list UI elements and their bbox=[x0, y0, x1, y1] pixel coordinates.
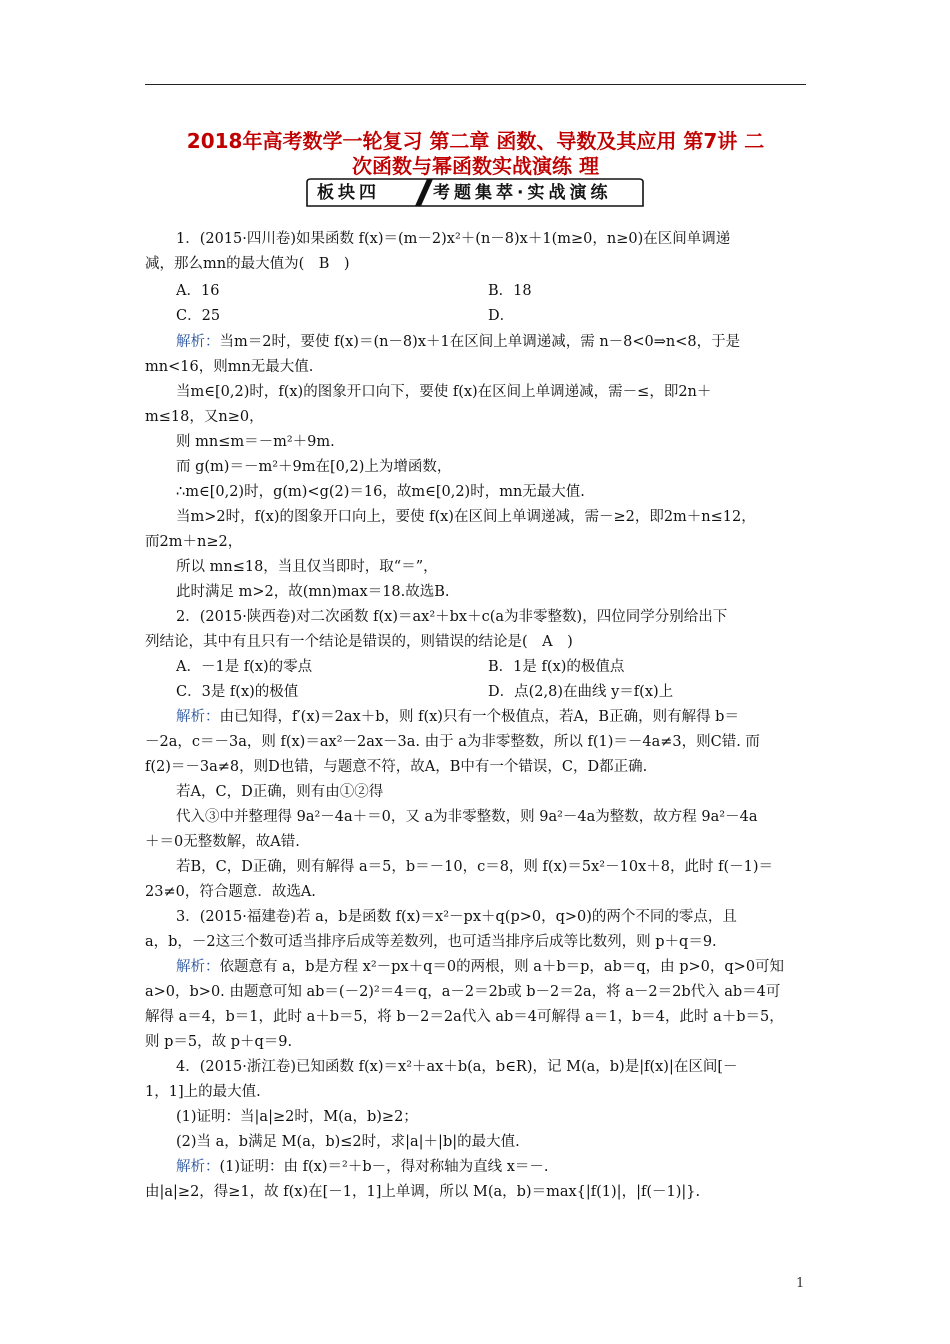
q4-line-2: 1，1]上的最大值. bbox=[145, 1084, 261, 1100]
q1-solution-line-6: 而 g(m)＝－m²＋9m在[0,2)上为增函数， bbox=[176, 459, 452, 475]
q2-solution-line-7: 若B，C，D正确，则有解得 a＝5，b＝－10，c＝8，则 f(x)＝5x²－10x＋8，此时 f(－1)＝ bbox=[176, 859, 773, 875]
q2-solution-line-5: 代入③中并整理得 9a²－4a＋＝0，又 a为非零整数，则 9a²－4a为整数，故方程 9a²－4a bbox=[176, 809, 758, 825]
q1-solution-line-7: ∴m∈[0,2)时，g(m)<g(2)＝16，故m∈[0,2)时，mn无最大值. bbox=[176, 484, 585, 500]
document-title-line1: 2018年高考数学一轮复习 第二章 函数、导数及其应用 第7讲 二 bbox=[186, 129, 765, 153]
q2-solution-line-4: 若A，C，D正确，则有由①②得 bbox=[176, 784, 384, 800]
q1-option-a: A．16 bbox=[176, 283, 220, 299]
q3-solution-line-2: a>0，b>0. 由题意可知 ab＝(－2)²＝4＝q，a－2＝2b或 b－2＝2a，将 a－2＝2b代入 ab＝4可 bbox=[145, 984, 781, 1000]
q4-line-1: 4．(2015·浙江卷)已知函数 f(x)＝x²＋ax＋b(a，b∈R)，记 M(a，b)是|f(x)|在区间[－ bbox=[176, 1059, 738, 1075]
q1-solution-line-5: 则 mn≤m＝－m²＋9m. bbox=[176, 434, 335, 450]
page-number: 1 bbox=[796, 1276, 805, 1291]
section-banner bbox=[305, 178, 645, 208]
q2-line-2: 列结论，其中有且只有一个结论是错误的，则错误的结论是( A ) bbox=[145, 634, 573, 650]
q3-line-2: a，b，－2这三个数可适当排序后成等差数列，也可适当排序后成等比数列，则 p＋q＝9. bbox=[145, 934, 717, 950]
q4-part-2: (2)当 a，b满足 M(a，b)≤2时，求|a|＋|b|的最大值. bbox=[176, 1134, 520, 1150]
q1-solution-line-3: 当m∈[0,2)时，f(x)的图象开口向下，要使 f(x)在区间上单调递减，需－≤，即2n＋ bbox=[176, 384, 712, 400]
q2-solution-line-3: f(2)＝－3a≠8，则D也错，与题意不符，故A，B中有一个错误，C，D都正确. bbox=[145, 759, 648, 775]
q1-solution-line-1: 解析：当m＝2时，要使 f(x)＝(n－8)x＋1在区间上单调递减，需 n－8<0⇒n<8，于是 bbox=[176, 334, 741, 350]
q4-solution-line-2: 由|a|≥2，得≥1，故 f(x)在[－1，1]上单调，所以 M(a，b)＝max{|f(1)|，|f(－1)|}. bbox=[145, 1184, 701, 1200]
q2-line-1: 2．(2015·陕西卷)对二次函数 f(x)＝ax²＋bx＋c(a为非零整数)，四位同学分别给出下 bbox=[176, 609, 728, 625]
solution-label: 解析： bbox=[176, 1159, 220, 1175]
q2-solution-line-2: －2a，c＝－3a，则 f(x)＝ax²－2ax－3a. 由于 a为非零整数，所以 f(1)＝－4a≠3，则C错. 而 bbox=[145, 734, 760, 750]
q1-option-d: D． bbox=[488, 308, 515, 324]
q1-line-1: 1．(2015·四川卷)如果函数 f(x)＝(m－2)x²＋(n－8)x＋1(m≥0，n≥0)在区间单调递 bbox=[176, 231, 731, 247]
q2-solution-line-8: 23≠0，符合题意．故选A. bbox=[145, 884, 316, 900]
q3-solution-line-1: 解析：依题意有 a，b是方程 x²－px＋q＝0的两根，则 a＋b＝p，ab＝q，由 p>0，q>0可知 bbox=[176, 959, 785, 975]
banner-left-text: 板块四 bbox=[317, 183, 380, 203]
q3-solution-line-4: 则 p＝5，故 p＋q＝9. bbox=[145, 1034, 293, 1050]
solution-label: 解析： bbox=[176, 334, 220, 350]
q1-line-2: 减，那么mn的最大值为( B ) bbox=[145, 256, 350, 272]
q4-part-1: (1)证明：当|a|≥2时，M(a，b)≥2； bbox=[176, 1109, 418, 1125]
q3-line-1: 3．(2015·福建卷)若 a，b是函数 f(x)＝x²－px＋q(p>0，q>0)的两个不同的零点，且 bbox=[176, 909, 737, 925]
banner-right-text: 考题集萃·实战演练 bbox=[433, 183, 612, 203]
q2-solution-line-1: 解析：由已知得，f′(x)＝2ax＋b，则 f(x)只有一个极值点，若A，B正确，则有解得 b＝ bbox=[176, 709, 739, 725]
q2-option-b: B．1是 f(x)的极值点 bbox=[488, 659, 625, 675]
q1-option-c: C．25 bbox=[176, 308, 221, 324]
top-rule bbox=[145, 84, 806, 85]
solution-label: 解析： bbox=[176, 959, 220, 975]
q4-solution-line-1: 解析：(1)证明：由 f(x)＝²＋b－，得对称轴为直线 x＝－. bbox=[176, 1159, 549, 1175]
q2-option-d: D．点(2,8)在曲线 y＝f(x)上 bbox=[488, 684, 674, 700]
solution-label: 解析： bbox=[176, 709, 220, 725]
q2-solution-line-6: ＋＝0无整数解，故A错. bbox=[145, 834, 300, 850]
q1-option-b: B．18 bbox=[488, 283, 532, 299]
q2-option-a: A．－1是 f(x)的零点 bbox=[176, 659, 313, 675]
document-title-line2: 次函数与幂函数实战演练 理 bbox=[352, 154, 599, 178]
q1-solution-line-11: 此时满足 m>2，故(mn)max＝18.故选B. bbox=[176, 584, 450, 600]
q1-solution-line-9: 而2m＋n≥2， bbox=[145, 534, 243, 550]
q3-solution-line-3: 解得 a＝4，b＝1，此时 a＋b＝5，将 b－2＝2a代入 ab＝4可解得 a＝1，b＝4，此时 a＋b＝5， bbox=[145, 1009, 784, 1025]
q1-solution-line-8: 当m>2时，f(x)的图象开口向上，要使 f(x)在区间上单调递减，需－≥2，即2m＋n≤12， bbox=[176, 509, 756, 525]
q1-solution-line-4: m≤18，又n≥0， bbox=[145, 409, 264, 425]
q1-solution-line-10: 所以 mn≤18，当且仅当即时，取“＝”， bbox=[176, 559, 438, 575]
q1-solution-line-2: mn<16，则mn无最大值. bbox=[145, 359, 314, 375]
q2-option-c: C．3是 f(x)的极值 bbox=[176, 684, 299, 700]
